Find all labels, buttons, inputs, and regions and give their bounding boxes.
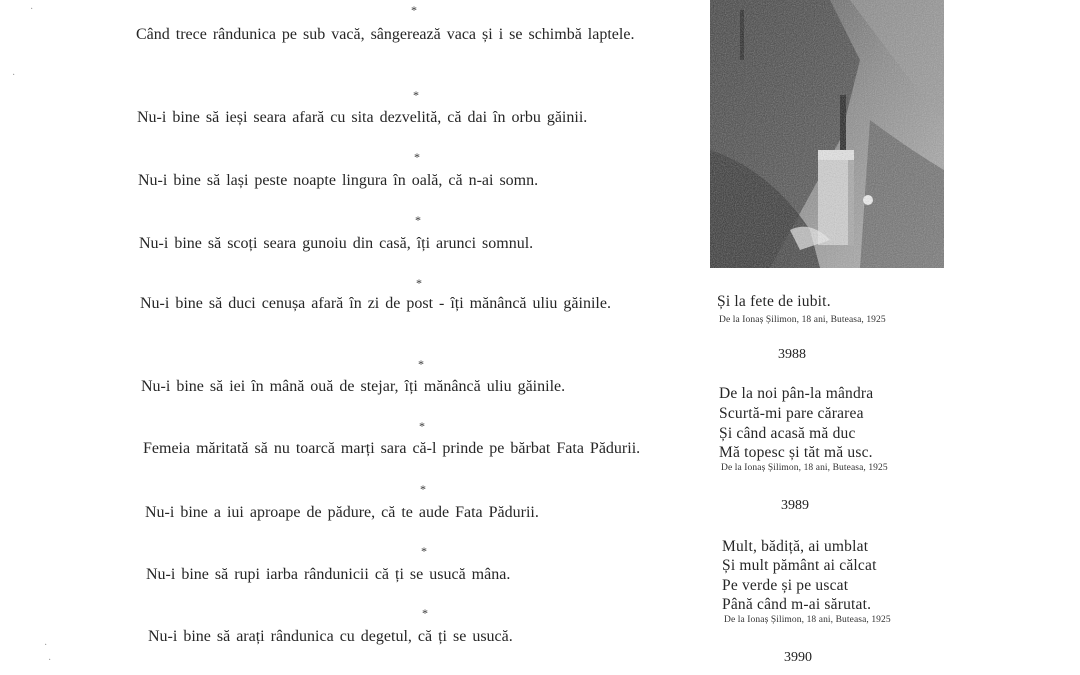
poem-number: 3990 xyxy=(784,650,812,665)
scan-speck: · xyxy=(30,4,34,15)
separator-star: * xyxy=(411,3,417,17)
separator-star: * xyxy=(413,88,419,102)
stone-monument-photo xyxy=(710,0,944,268)
separator-star: * xyxy=(419,419,425,433)
poem-line: De la noi pân-la mândra xyxy=(719,385,874,402)
separator-star: * xyxy=(421,544,427,558)
separator-star: * xyxy=(415,213,421,227)
separator-star: * xyxy=(416,276,422,290)
poem-line: Și mult pământ ai călcat xyxy=(722,557,877,574)
poem-credit: De la Ionaș Șilimon, 18 ani, Buteasa, 1925 xyxy=(721,463,888,473)
scan-speck: · xyxy=(48,655,52,666)
superstition-paragraph: Femeia măritată să nu toarcă marți sara că-l prinde pe bărbat Fata Pădurii. xyxy=(143,440,641,457)
superstition-paragraph: Nu-i bine a iui aproape de pădure, că te aude Fata Pădurii. xyxy=(145,504,539,521)
separator-star: * xyxy=(414,150,420,164)
scan-speck: · xyxy=(44,640,48,651)
separator-star: * xyxy=(422,606,428,620)
poem-continuation-line: Și la fete de iubit. xyxy=(717,293,831,310)
superstition-paragraph: Nu-i bine să scoți seara gunoiu din casă, îți arunci somnul. xyxy=(139,235,534,252)
poem-line: Scurtă-mi pare cărarea xyxy=(719,405,864,422)
superstition-paragraph: Când trece rândunica pe sub vacă, sângerează vaca și i se schimbă laptele. xyxy=(136,26,635,43)
poem-line: Și când acasă mă duc xyxy=(719,425,856,442)
superstition-paragraph: Nu-i bine să lași peste noapte lingura în oală, că n-ai somn. xyxy=(138,172,539,189)
superstition-paragraph: Nu-i bine să duci cenușa afară în zi de post - îți mănâncă uliu găinile. xyxy=(140,295,611,312)
separator-star: * xyxy=(418,357,424,371)
superstition-paragraph: Nu-i bine să rupi iarba rândunicii că ți se usucă mâna. xyxy=(146,566,511,583)
superstition-paragraph: Nu-i bine să arați rândunica cu degetul, că ți se usucă. xyxy=(148,628,513,645)
separator-star: * xyxy=(420,482,426,496)
poem-line: Pe verde și pe uscat xyxy=(722,577,849,594)
poem-line: Mult, bădiță, ai umblat xyxy=(722,538,869,555)
superstition-paragraph: Nu-i bine să ieși seara afară cu sita dezvelită, că dai în orbu găinii. xyxy=(137,109,588,126)
photo-graphic xyxy=(710,0,944,268)
poem-line: Până când m-ai sărutat. xyxy=(722,596,872,613)
poem-credit: De la Ionaș Șilimon, 18 ani, Buteasa, 1925 xyxy=(719,315,886,325)
poem-number: 3988 xyxy=(778,347,806,362)
poem-credit: De la Ionaș Șilimon, 18 ani, Buteasa, 1925 xyxy=(724,615,891,625)
superstition-paragraph: Nu-i bine să iei în mână ouă de stejar, îți mănâncă uliu găinile. xyxy=(141,378,566,395)
poem-line: Mă topesc și tăt mă usc. xyxy=(719,444,873,461)
poem-number: 3989 xyxy=(781,498,809,513)
scan-speck: · xyxy=(12,70,16,81)
